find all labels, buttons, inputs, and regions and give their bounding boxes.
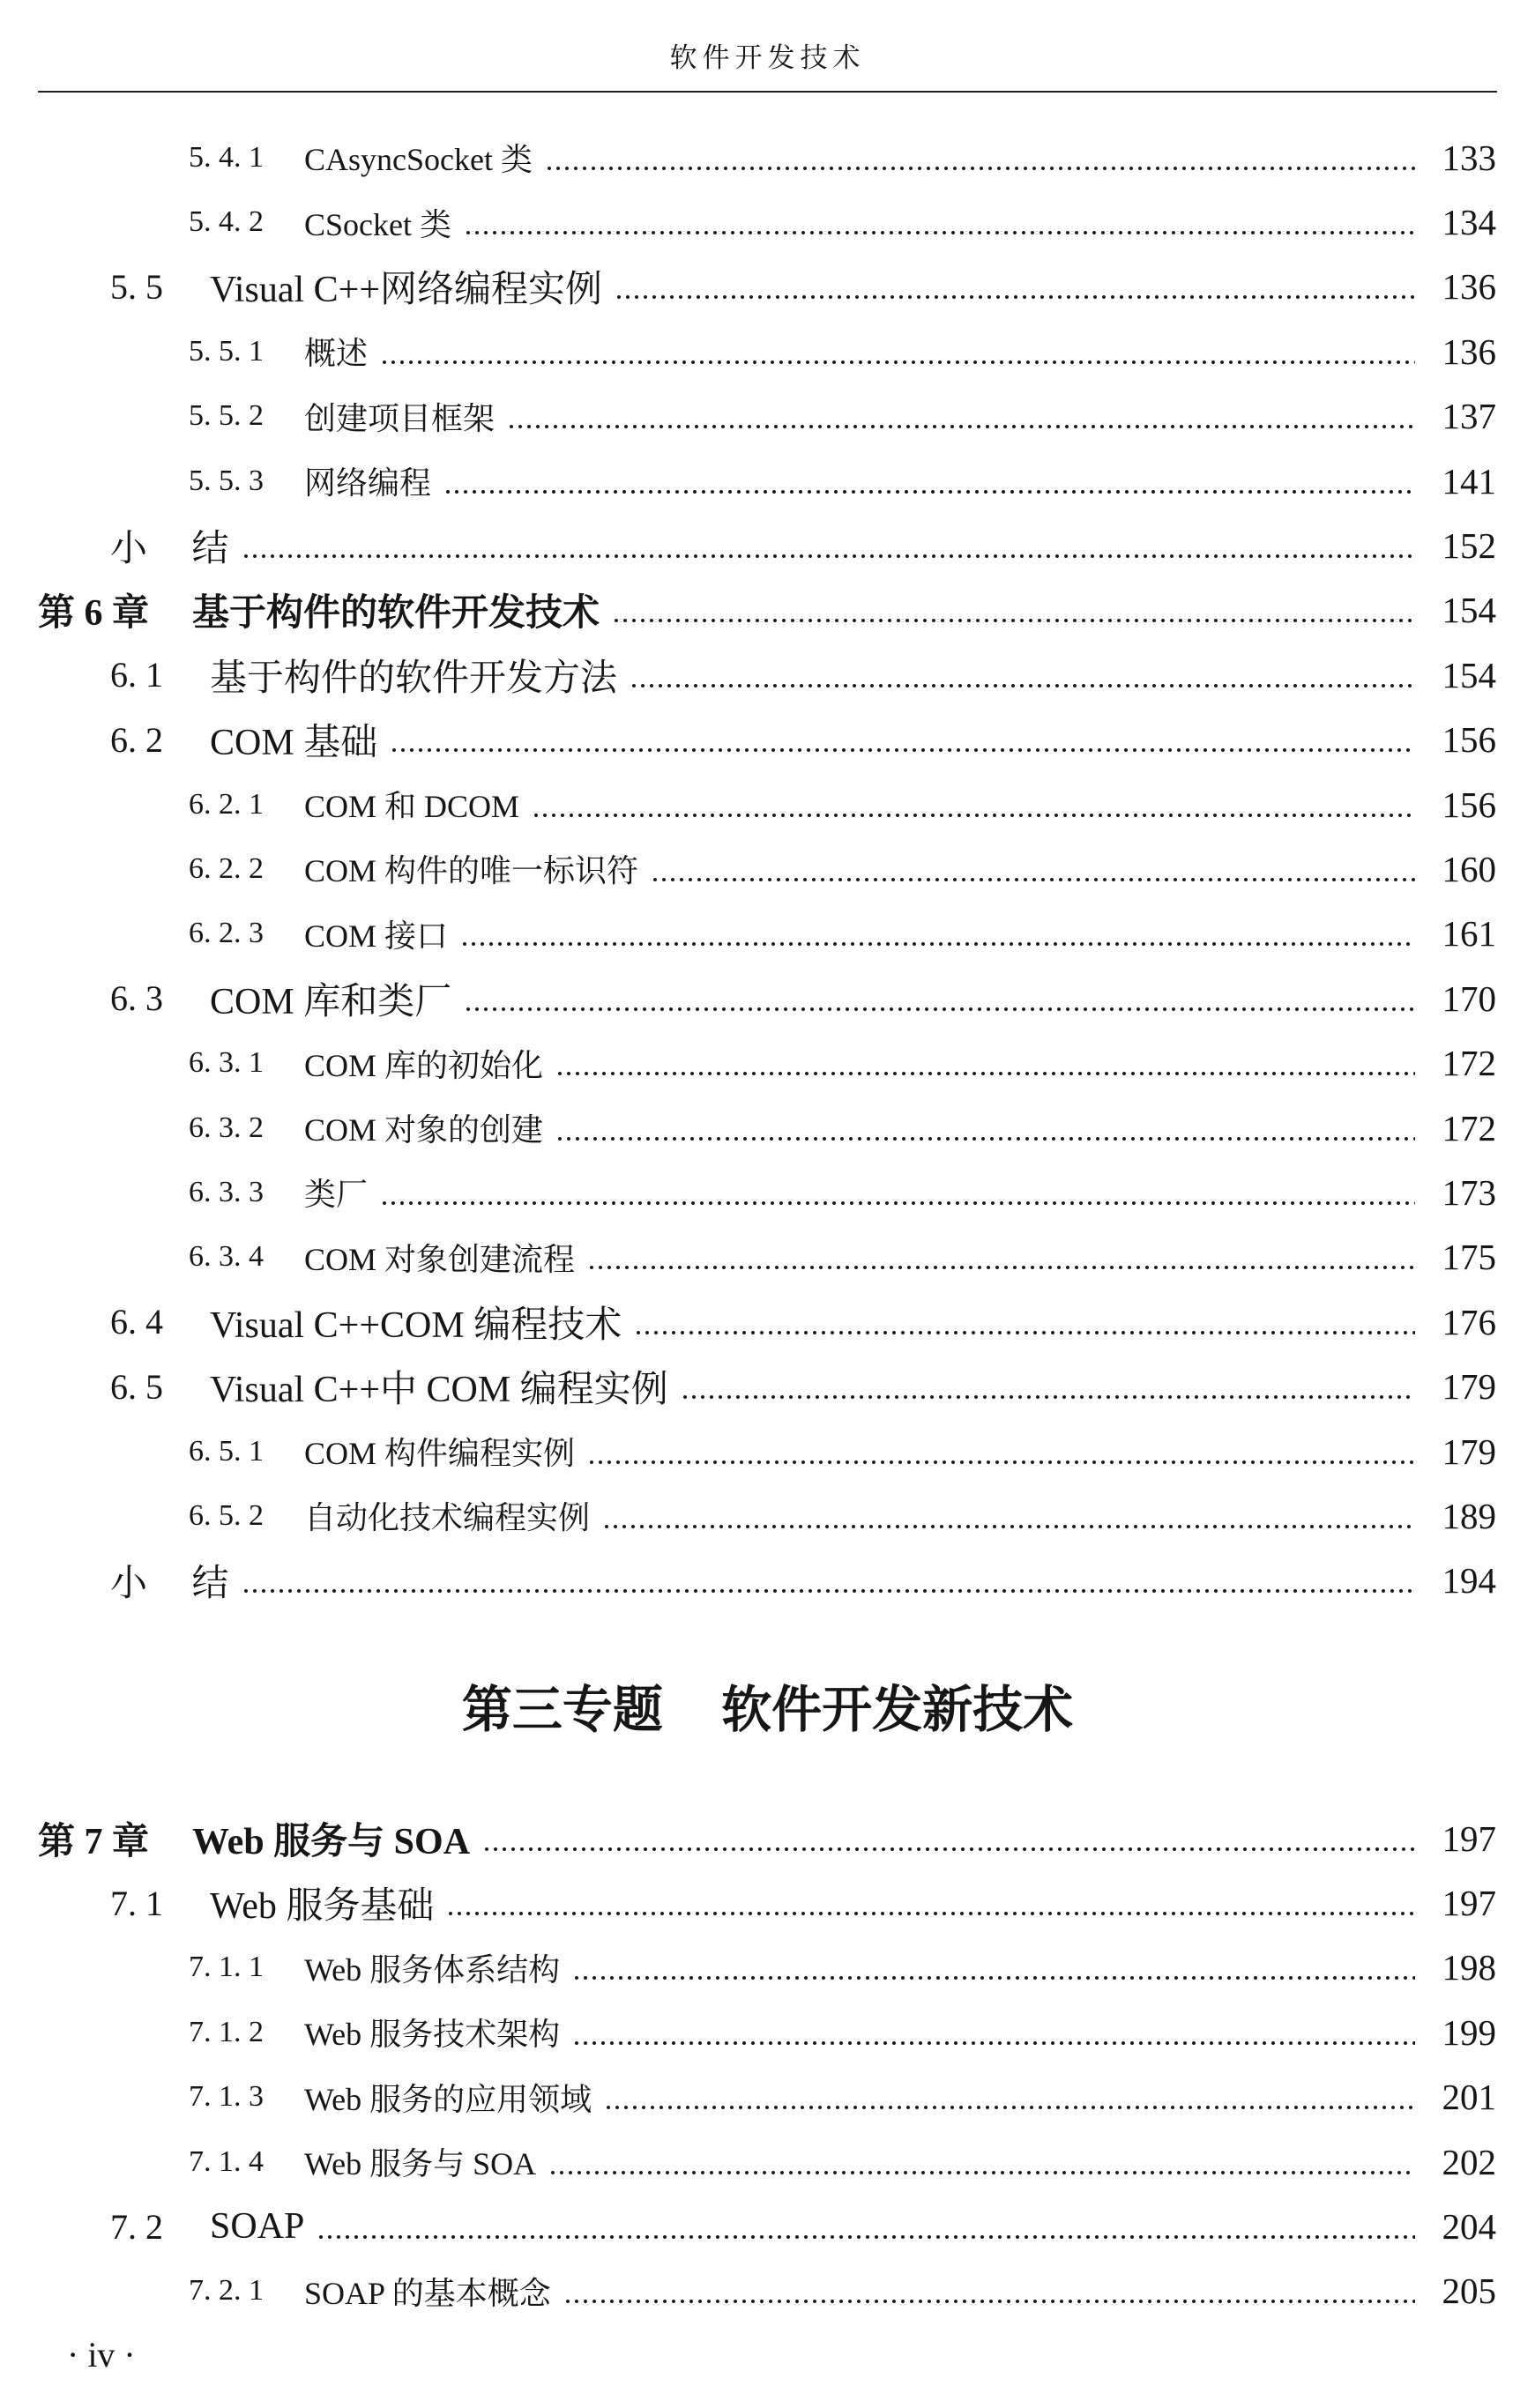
toc-entry-chapter <box>0 578 1496 643</box>
entry-title: Web 服务技术架构 <box>304 2017 561 2053</box>
toc-entry-summary <box>0 513 1496 577</box>
entry-title: SOAP <box>210 2206 305 2248</box>
entry-number: 6. 3. 2 <box>189 1111 264 1144</box>
dot-leader <box>587 1265 1415 1270</box>
entry-number: 7. 1. 2 <box>189 2015 264 2048</box>
toc-entry-subsection <box>0 449 1496 513</box>
toc-entry-section <box>0 708 1496 772</box>
dot-leader <box>681 1394 1415 1400</box>
entry-page-number: 154 <box>1442 654 1496 695</box>
entry-title: 基于构件的软件开发技术 <box>192 593 600 635</box>
entry-page-number: 198 <box>1442 1947 1496 1988</box>
entry-title: 网络编程 <box>304 465 432 502</box>
entry-number: 6. 1 <box>110 655 163 695</box>
dot-leader <box>317 2234 1415 2240</box>
entry-number: 6. 2. 2 <box>189 851 264 885</box>
entry-title: SOAP 的基本概念 <box>304 2275 551 2311</box>
entry-title: 类厂 <box>304 1177 369 1213</box>
toc-entry-subsection <box>0 902 1496 966</box>
toc-entry-subsection <box>0 1160 1496 1224</box>
toc-entry-subsection <box>0 319 1496 383</box>
entry-number: 5. 5. 2 <box>189 399 264 433</box>
entry-page-number: 194 <box>1442 1560 1496 1602</box>
dot-leader <box>545 166 1415 171</box>
entry-title: 小 结 <box>110 529 229 570</box>
dot-leader <box>242 1588 1415 1594</box>
toc-entry-section <box>0 643 1496 707</box>
toc-entry-section <box>0 966 1496 1030</box>
entry-page-number: 136 <box>1442 331 1496 372</box>
entry-page-number: 179 <box>1442 1366 1496 1408</box>
entry-number: 6. 5. 2 <box>189 1498 264 1532</box>
dot-leader <box>555 1071 1415 1076</box>
toc-entry-subsection <box>0 1936 1496 2000</box>
entry-title: COM 接口 <box>304 918 449 954</box>
entry-page-number: 201 <box>1442 2077 1496 2118</box>
page-number-footer: · iv · <box>67 2335 136 2375</box>
toc-entry-subsection <box>0 1030 1496 1095</box>
entry-title: Web 服务与 SOA <box>304 2146 537 2182</box>
entry-title: 概述 <box>304 336 369 372</box>
toc-entry-subsection <box>0 1096 1496 1160</box>
entry-page-number: 199 <box>1442 2011 1496 2053</box>
dot-leader <box>555 1136 1415 1141</box>
dot-leader <box>651 877 1415 882</box>
entry-page-number: 133 <box>1442 137 1496 178</box>
dot-leader <box>634 1330 1415 1335</box>
dot-leader <box>464 1007 1415 1012</box>
entry-number: 6. 3 <box>110 978 163 1019</box>
dot-leader <box>464 230 1415 235</box>
entry-title: Visual C++中 COM 编程实例 <box>210 1370 668 1411</box>
entry-title: COM 构件编程实例 <box>304 1436 576 1471</box>
entry-page-number: 172 <box>1442 1107 1496 1148</box>
entry-title: CSocket 类 <box>304 206 451 242</box>
toc-entry-subsection <box>0 2129 1496 2194</box>
toc-entry-subsection <box>0 2065 1496 2129</box>
dot-leader <box>242 554 1415 559</box>
dot-leader <box>380 360 1415 365</box>
toc-list <box>0 1806 1496 2323</box>
entry-page-number: 173 <box>1442 1171 1496 1213</box>
entry-page-number: 170 <box>1442 977 1496 1019</box>
toc-entry-section <box>0 1289 1496 1354</box>
toc-entry-subsection <box>0 384 1496 449</box>
dot-leader <box>602 1524 1415 1529</box>
entry-title: COM 和 DCOM <box>304 789 520 825</box>
entry-number: 6. 2. 1 <box>189 787 264 821</box>
entry-number: 6. 4 <box>110 1302 163 1342</box>
entry-page-number: 141 <box>1442 460 1496 502</box>
toc-list <box>0 125 1496 1613</box>
entry-number: 第 6 章 <box>38 593 150 635</box>
entry-page-number: 154 <box>1442 590 1496 631</box>
entry-page-number: 197 <box>1442 1817 1496 1859</box>
entry-page-number: 189 <box>1442 1495 1496 1536</box>
entry-number: 7. 1. 4 <box>189 2144 264 2178</box>
entry-title: Web 服务基础 <box>210 1886 435 1928</box>
entry-title: COM 对象的创建 <box>304 1112 544 1148</box>
dot-leader <box>615 294 1415 300</box>
entry-number: 5. 4. 1 <box>189 140 264 174</box>
entry-title: CAsyncSocket 类 <box>304 142 533 178</box>
entry-number: 5. 5. 3 <box>189 464 264 497</box>
toc-entry-subsection <box>0 1419 1496 1483</box>
entry-page-number: 202 <box>1442 2141 1496 2182</box>
entry-title: Visual C++网络编程实例 <box>210 270 603 311</box>
entry-page-number: 161 <box>1442 913 1496 955</box>
dot-leader <box>548 2170 1415 2175</box>
entry-page-number: 160 <box>1442 848 1496 889</box>
toc-entry-section <box>0 255 1496 319</box>
entry-title: COM 构件的唯一标识符 <box>304 853 639 889</box>
entry-title: 自动化技术编程实例 <box>304 1500 591 1536</box>
entry-number: 6. 3. 3 <box>189 1175 264 1208</box>
dot-leader <box>380 1200 1415 1206</box>
entry-number: 5. 4. 2 <box>189 205 264 239</box>
dot-leader <box>446 1911 1415 1916</box>
entry-number: 6. 5 <box>110 1366 163 1407</box>
part-heading: 第三专题 软件开发新技术 <box>461 1683 1074 1738</box>
toc-entry-subsection <box>0 2259 1496 2323</box>
dot-leader <box>587 1460 1415 1465</box>
entry-number: 7. 1. 3 <box>189 2080 264 2114</box>
entry-page-number: 136 <box>1442 266 1496 308</box>
entry-number: 5. 5. 1 <box>189 334 264 368</box>
toc-entry-subsection <box>0 2000 1496 2064</box>
entry-title: Web 服务与 SOA <box>192 1821 471 1862</box>
dot-leader <box>612 618 1415 623</box>
entry-number: 7. 2 <box>110 2206 163 2247</box>
entry-number: 6. 3. 1 <box>189 1046 264 1080</box>
entry-page-number: 156 <box>1442 719 1496 761</box>
dot-leader <box>532 813 1415 818</box>
entry-page-number: 172 <box>1442 1043 1496 1084</box>
entry-page-number: 197 <box>1442 1883 1496 1924</box>
toc-entry-subsection <box>0 836 1496 901</box>
entry-number: 7. 1. 1 <box>189 1951 264 1984</box>
dot-leader <box>507 424 1415 429</box>
entry-title: Visual C++COM 编程技术 <box>210 1304 622 1346</box>
entry-title: 基于构件的软件开发方法 <box>210 658 618 699</box>
entry-page-number: 205 <box>1442 2271 1496 2312</box>
entry-number: 6. 2 <box>110 719 163 760</box>
dot-leader <box>604 2105 1415 2110</box>
toc-entry-section <box>0 1870 1496 1935</box>
dot-leader <box>482 1847 1415 1852</box>
dot-leader <box>572 1975 1415 1981</box>
header-rule <box>38 91 1497 93</box>
entry-page-number: 156 <box>1442 784 1496 825</box>
entry-title: 小 结 <box>110 1564 229 1605</box>
dot-leader <box>443 489 1415 494</box>
entry-page-number: 137 <box>1442 396 1496 437</box>
entry-number: 6. 5. 1 <box>189 1434 264 1468</box>
entry-page-number: 204 <box>1442 2206 1496 2248</box>
toc-entry-subsection <box>0 1483 1496 1548</box>
entry-title: Web 服务的应用领域 <box>304 2081 592 2117</box>
running-header-title: 软件开发技术 <box>669 42 866 73</box>
entry-page-number: 179 <box>1442 1431 1496 1472</box>
toc-entry-subsection <box>0 772 1496 836</box>
entry-number: 6. 2. 3 <box>189 917 264 950</box>
dot-leader <box>390 747 1415 753</box>
entry-title: COM 基础 <box>210 723 378 764</box>
entry-number: 7. 1 <box>110 1883 163 1923</box>
toc-entry-summary <box>0 1549 1496 1613</box>
dot-leader <box>572 2040 1415 2046</box>
dot-leader <box>630 683 1415 688</box>
entry-page-number: 134 <box>1442 202 1496 243</box>
toc-entry-chapter <box>0 1806 1496 1870</box>
toc-entry-section <box>0 2194 1496 2258</box>
dot-leader <box>460 941 1415 947</box>
entry-title: Web 服务体系结构 <box>304 1951 561 1988</box>
entry-page-number: 175 <box>1442 1237 1496 1278</box>
entry-number: 5. 5 <box>110 266 163 307</box>
toc-entry-subsection <box>0 190 1496 254</box>
toc-entry-subsection <box>0 125 1496 190</box>
entry-page-number: 176 <box>1442 1301 1496 1342</box>
toc-entry-section <box>0 1354 1496 1418</box>
entry-number: 第 7 章 <box>38 1821 150 1862</box>
entry-title: COM 库的初始化 <box>304 1047 544 1083</box>
entry-title: COM 对象创建流程 <box>304 1241 576 1277</box>
entry-title: COM 库和类厂 <box>210 981 452 1022</box>
dot-leader <box>563 2299 1415 2304</box>
toc-entry-subsection <box>0 1225 1496 1289</box>
entry-number: 7. 2. 1 <box>189 2274 264 2308</box>
entry-number: 6. 3. 4 <box>189 1240 264 1274</box>
entry-title: 创建项目框架 <box>304 400 496 436</box>
entry-page-number: 152 <box>1442 525 1496 567</box>
